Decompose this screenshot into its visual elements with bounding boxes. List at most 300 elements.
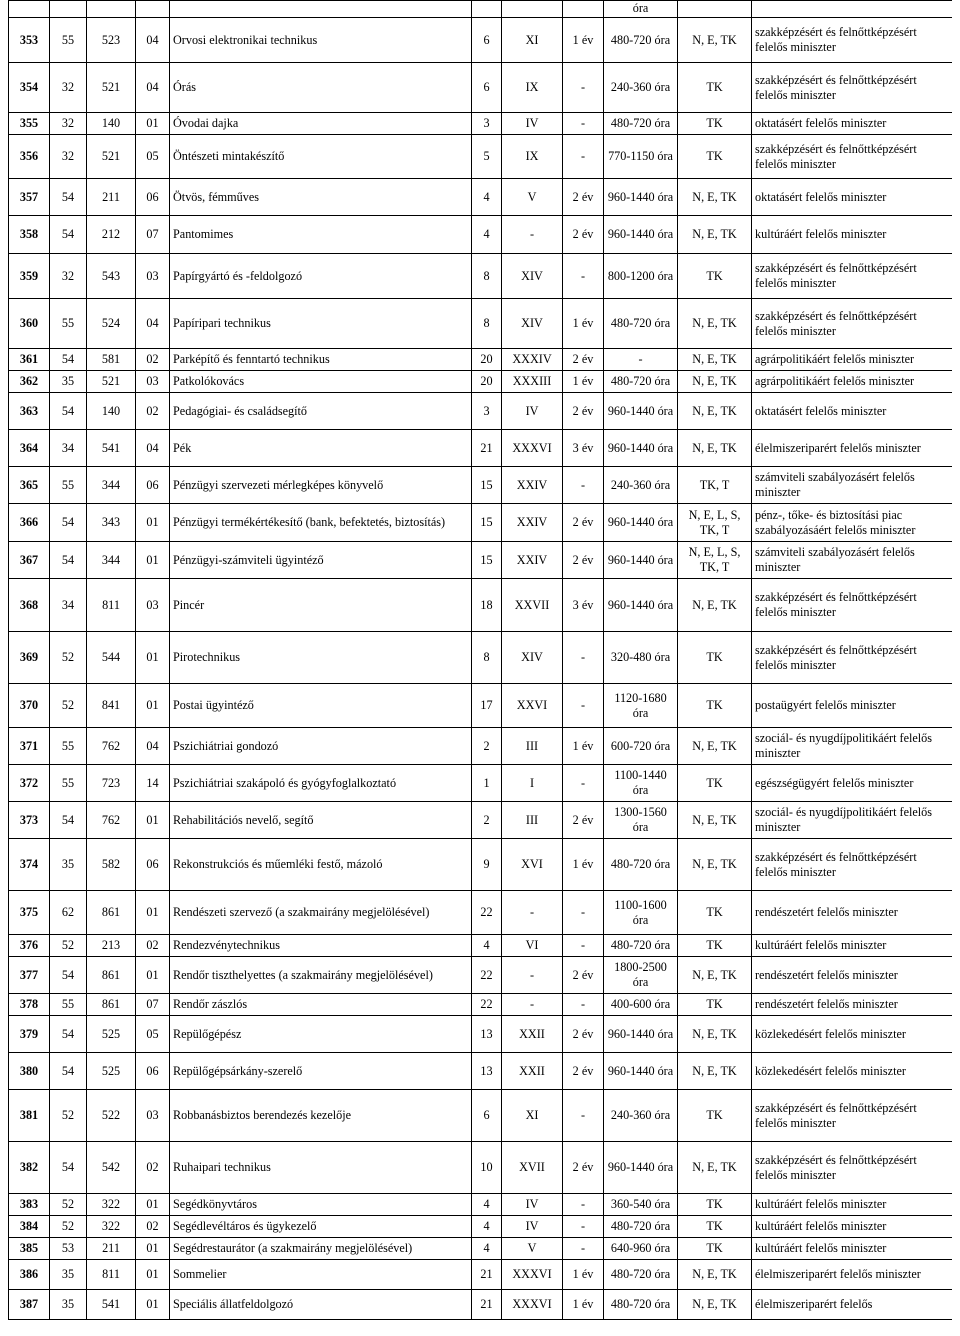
qualification-name-cell: Óvodai dajka [170, 113, 472, 135]
group-number-cell: XIV [502, 299, 563, 349]
responsible-minister-cell: agrárpolitikáért felelős miniszter [752, 349, 953, 371]
duration-cell: 2 év [563, 216, 604, 254]
table-row [9, 349, 953, 371]
code-part-1-cell: 54 [50, 957, 87, 994]
qualification-name-cell: Pénzügyi szervezeti mérlegképes könyvelő [170, 467, 472, 504]
group-number-cell: XXXVI [502, 430, 563, 467]
hours-range-cell: 480-720 óra [604, 299, 678, 349]
training-type-cell: N, E, TK [678, 1016, 752, 1053]
hours-range-cell: 960-1440 óra [604, 1016, 678, 1053]
code-part-2-cell: 343 [87, 504, 136, 542]
training-type-cell: TK [678, 994, 752, 1016]
responsible-minister-cell: élelmiszeriparért felelős miniszter [752, 1260, 953, 1290]
table-row [9, 891, 953, 935]
level-number-cell: 22 [472, 957, 502, 994]
table-row [9, 430, 953, 467]
code-part-2-cell: 522 [87, 1090, 136, 1142]
code-part-3-cell: 04 [136, 430, 170, 467]
row-number-cell: 378 [9, 994, 50, 1016]
code-part-3-cell: 02 [136, 393, 170, 430]
code-part-2-cell: 581 [87, 349, 136, 371]
responsible-minister-cell: rendészetért felelős miniszter [752, 994, 953, 1016]
qualification-name-cell: Pincér [170, 579, 472, 632]
hours-range-cell: 1100-1440 óra [604, 765, 678, 802]
qualification-name-cell: Rendezvénytechnikus [170, 935, 472, 957]
row-number-cell: 353 [9, 18, 50, 63]
code-part-1-cell: 52 [50, 1216, 87, 1238]
code-part-3-cell: 01 [136, 632, 170, 684]
duration-cell: - [563, 994, 604, 1016]
table-row [9, 299, 953, 349]
group-number-cell: XI [502, 18, 563, 63]
level-number-cell: 20 [472, 371, 502, 393]
training-type-cell: TK [678, 254, 752, 299]
row-number-cell: 371 [9, 728, 50, 765]
qualification-name-cell: Órás [170, 63, 472, 113]
code-part-2-cell: 525 [87, 1053, 136, 1090]
group-number-cell: XXVII [502, 579, 563, 632]
code-part-3-cell: 03 [136, 254, 170, 299]
qualification-name-cell: Repülőgépész [170, 1016, 472, 1053]
duration-cell: 2 év [563, 1053, 604, 1090]
level-number-cell: 3 [472, 393, 502, 430]
group-number-cell: I [502, 765, 563, 802]
qualification-name-cell: Parképítő és fenntartó technikus [170, 349, 472, 371]
group-number-cell: XVII [502, 1142, 563, 1194]
row-number-cell: 366 [9, 504, 50, 542]
code-part-3-cell: 07 [136, 994, 170, 1016]
training-type-cell: N, E, TK [678, 349, 752, 371]
code-part-1-cell: 55 [50, 18, 87, 63]
code-part-1-cell: 54 [50, 179, 87, 216]
responsible-minister-cell: kultúráért felelős miniszter [752, 1238, 953, 1260]
table-row [9, 765, 953, 802]
code-part-1-cell: 32 [50, 63, 87, 113]
training-type-cell: N, E, TK [678, 216, 752, 254]
row-number-cell: 364 [9, 430, 50, 467]
responsible-minister-cell: agrárpolitikáért felelős miniszter [752, 371, 953, 393]
code-part-2-cell: 762 [87, 728, 136, 765]
responsible-minister-cell: egészségügyért felelős miniszter [752, 765, 953, 802]
training-type-cell: TK [678, 1194, 752, 1216]
level-number-cell: 4 [472, 216, 502, 254]
duration-cell: - [563, 63, 604, 113]
hours-cell: óra [604, 1, 678, 18]
qualification-name-cell: Papírgyártó és -feldolgozó [170, 254, 472, 299]
code-part-1-cell: 32 [50, 254, 87, 299]
level-number-cell: 15 [472, 504, 502, 542]
training-type-cell: TK [678, 891, 752, 935]
duration-cell: 2 év [563, 393, 604, 430]
training-type-cell: N, E, TK [678, 728, 752, 765]
table-row [9, 504, 953, 542]
hours-range-cell: 1120-1680 óra [604, 684, 678, 728]
hours-range-cell: 600-720 óra [604, 728, 678, 765]
duration-cell: - [563, 1090, 604, 1142]
qualification-name-cell: Papíripari technikus [170, 299, 472, 349]
level-number-cell: 8 [472, 632, 502, 684]
level-number-cell: 20 [472, 349, 502, 371]
training-type-cell: N, E, TK [678, 579, 752, 632]
code-part-2-cell: 521 [87, 63, 136, 113]
code-part-3-cell: 01 [136, 891, 170, 935]
hours-range-cell: 1300-1560 óra [604, 802, 678, 839]
code-part-2-cell: 521 [87, 135, 136, 179]
table-row [9, 371, 953, 393]
code-part-2-cell: 762 [87, 802, 136, 839]
code-part-1-cell: 52 [50, 1090, 87, 1142]
row-number-cell: 367 [9, 542, 50, 579]
row-number-cell: 354 [9, 63, 50, 113]
level-number-cell: 17 [472, 684, 502, 728]
hours-range-cell: 480-720 óra [604, 935, 678, 957]
hours-range-cell: 480-720 óra [604, 371, 678, 393]
level-number-cell: 5 [472, 135, 502, 179]
responsible-minister-cell: oktatásért felelős miniszter [752, 179, 953, 216]
hours-range-cell: 480-720 óra [604, 1290, 678, 1320]
level-number-cell: 22 [472, 891, 502, 935]
level-number-cell: 9 [472, 839, 502, 891]
level-number-cell: 3 [472, 113, 502, 135]
table-row [9, 579, 953, 632]
row-number-cell: 365 [9, 467, 50, 504]
level-number-cell: 4 [472, 1216, 502, 1238]
qualification-name-cell: Robbanásbiztos berendezés kezelője [170, 1090, 472, 1142]
row-number-cell: 387 [9, 1290, 50, 1320]
qualification-name-cell: Rehabilitációs nevelő, segítő [170, 802, 472, 839]
row-number-cell: 383 [9, 1194, 50, 1216]
code-part-2-cell: 541 [87, 1290, 136, 1320]
duration-cell: - [563, 1194, 604, 1216]
code-part-3-cell: 06 [136, 179, 170, 216]
code-part-3-cell: 06 [136, 467, 170, 504]
group-number-cell: IV [502, 1194, 563, 1216]
qualification-name-cell: Postai ügyintéző [170, 684, 472, 728]
table-row [9, 1, 953, 18]
responsible-minister-cell: szakképzésért és felnőttképzésért felelős miniszter [752, 1142, 953, 1194]
duration-cell: - [563, 935, 604, 957]
code-part-3-cell: 03 [136, 1090, 170, 1142]
row-number-cell: 381 [9, 1090, 50, 1142]
code-part-2-cell: 544 [87, 632, 136, 684]
level-number-cell: 2 [472, 728, 502, 765]
training-type-cell: N, E, TK [678, 1053, 752, 1090]
row-number-cell: 376 [9, 935, 50, 957]
qualification-name-cell: Pénzügyi termékértékesítő (bank, befektetés, biztosítás) [170, 504, 472, 542]
code-part-1-cell: 54 [50, 349, 87, 371]
code-part-3-cell: 02 [136, 349, 170, 371]
qualification-name-cell: Pék [170, 430, 472, 467]
responsible-minister-cell: rendészetért felelős miniszter [752, 957, 953, 994]
code-part-1-cell: 52 [50, 1194, 87, 1216]
group-number-cell: XXVI [502, 684, 563, 728]
qualification-name-cell: Pszichiátriai gondozó [170, 728, 472, 765]
responsible-minister-cell: kultúráért felelős miniszter [752, 935, 953, 957]
group-number-cell: - [502, 957, 563, 994]
row-number-cell: 368 [9, 579, 50, 632]
table-row [9, 1194, 953, 1216]
code-part-3-cell: 01 [136, 1290, 170, 1320]
qualification-name-cell: Pantomimes [170, 216, 472, 254]
code-part-2-cell: 344 [87, 542, 136, 579]
hours-range-cell: 960-1440 óra [604, 504, 678, 542]
document-page [8, 0, 952, 1336]
code-part-1-cell: 55 [50, 994, 87, 1016]
training-type-cell: N, E, L, S, TK, T [678, 504, 752, 542]
training-type-cell: TK [678, 1216, 752, 1238]
code-part-1-cell: 54 [50, 542, 87, 579]
qualification-name-cell: Pszichiátriai szakápoló és gyógyfoglalkoztató [170, 765, 472, 802]
code-part-3-cell: 01 [136, 113, 170, 135]
duration-cell: 2 év [563, 179, 604, 216]
group-number-cell: XIV [502, 254, 563, 299]
table-row [9, 1290, 953, 1320]
hours-range-cell: 400-600 óra [604, 994, 678, 1016]
responsible-minister-cell: közlekedésért felelős miniszter [752, 1053, 953, 1090]
responsible-minister-cell: kultúráért felelős miniszter [752, 216, 953, 254]
code-part-2-cell: 213 [87, 935, 136, 957]
responsible-minister-cell: szakképzésért és felnőttképzésért felelős miniszter [752, 135, 953, 179]
code-part-3-cell: 04 [136, 299, 170, 349]
row-number-cell: 385 [9, 1238, 50, 1260]
row-number-cell: 363 [9, 393, 50, 430]
code-part-3-cell: 06 [136, 839, 170, 891]
training-type-cell: N, E, TK [678, 1260, 752, 1290]
table-row [9, 1238, 953, 1260]
row-number-cell: 356 [9, 135, 50, 179]
duration-cell: 1 év [563, 18, 604, 63]
training-type-cell: N, E, TK [678, 179, 752, 216]
hours-range-cell: 480-720 óra [604, 113, 678, 135]
code-part-3-cell: 04 [136, 63, 170, 113]
responsible-minister-cell: postaügyért felelős miniszter [752, 684, 953, 728]
code-part-2-cell: 211 [87, 1238, 136, 1260]
training-type-cell: N, E, TK [678, 430, 752, 467]
code-part-1-cell: 55 [50, 467, 87, 504]
row-number-cell: 357 [9, 179, 50, 216]
qualification-name-cell: Segédrestaurátor (a szakmairány megjelölésével) [170, 1238, 472, 1260]
table-row [9, 18, 953, 63]
group-number-cell: XXII [502, 1053, 563, 1090]
group-number-cell: III [502, 728, 563, 765]
group-number-cell: XVI [502, 839, 563, 891]
training-type-cell: N, E, TK [678, 802, 752, 839]
level-number-cell: 21 [472, 1260, 502, 1290]
table-row [9, 994, 953, 1016]
code-part-2-cell: 541 [87, 430, 136, 467]
duration-cell: - [563, 1216, 604, 1238]
responsible-minister-cell: szociál- és nyugdíjpolitikáért felelős miniszter [752, 802, 953, 839]
group-number-cell: IX [502, 63, 563, 113]
responsible-minister-cell: élelmiszeriparért felelős miniszter [752, 430, 953, 467]
qualification-name-cell: Ruhaipari technikus [170, 1142, 472, 1194]
training-type-cell: N, E, TK [678, 1142, 752, 1194]
table-row [9, 728, 953, 765]
code-part-1-cell: 54 [50, 504, 87, 542]
responsible-minister-cell: oktatásért felelős miniszter [752, 393, 953, 430]
code-part-1-cell: 34 [50, 579, 87, 632]
code-part-1-cell: 35 [50, 1290, 87, 1320]
code-part-2-cell: 523 [87, 18, 136, 63]
code-part-2-cell: 521 [87, 371, 136, 393]
row-number-cell: 382 [9, 1142, 50, 1194]
row-number-cell: 369 [9, 632, 50, 684]
qualification-name-cell: Rendőr zászlós [170, 994, 472, 1016]
responsible-minister-cell: szakképzésért és felnőttképzésért felelős miniszter [752, 254, 953, 299]
row-number-cell: 359 [9, 254, 50, 299]
code-part-3-cell: 06 [136, 1053, 170, 1090]
hours-range-cell: 960-1440 óra [604, 216, 678, 254]
duration-cell: 1 év [563, 1260, 604, 1290]
duration-cell: 1 év [563, 371, 604, 393]
group-number-cell: XXXVI [502, 1290, 563, 1320]
duration-cell: 1 év [563, 299, 604, 349]
group-number-cell: XI [502, 1090, 563, 1142]
responsible-minister-cell: számviteli szabályozásért felelős miniszter [752, 542, 953, 579]
code-part-1-cell: 35 [50, 839, 87, 891]
group-number-cell: V [502, 1238, 563, 1260]
hours-range-cell: 1800-2500 óra [604, 957, 678, 994]
qualification-name-cell: Ötvös, fémműves [170, 179, 472, 216]
code-part-2-cell: 582 [87, 839, 136, 891]
code-part-3-cell: 01 [136, 684, 170, 728]
duration-cell: - [563, 113, 604, 135]
hours-range-cell: 240-360 óra [604, 467, 678, 504]
responsible-minister-cell: szakképzésért és felnőttképzésért felelős miniszter [752, 839, 953, 891]
duration-cell: 1 év [563, 839, 604, 891]
qualification-name-cell: Speciális állatfeldolgozó [170, 1290, 472, 1320]
training-type-cell: TK [678, 632, 752, 684]
group-number-cell: IV [502, 393, 563, 430]
hours-range-cell: 1100-1600 óra [604, 891, 678, 935]
hours-range-cell: 800-1200 óra [604, 254, 678, 299]
qualification-name-cell: Segédlevéltáros és ügykezelő [170, 1216, 472, 1238]
code-part-2-cell: 322 [87, 1216, 136, 1238]
table-row [9, 179, 953, 216]
responsible-minister-cell: kultúráért felelős miniszter [752, 1216, 953, 1238]
duration-cell: 2 év [563, 1142, 604, 1194]
table-row [9, 1053, 953, 1090]
code-part-2-cell: 542 [87, 1142, 136, 1194]
table-row [9, 957, 953, 994]
code-part-2-cell: 344 [87, 467, 136, 504]
hours-range-cell: 960-1440 óra [604, 1142, 678, 1194]
duration-cell: 2 év [563, 1016, 604, 1053]
hours-range-cell: 960-1440 óra [604, 579, 678, 632]
code-part-2-cell: 524 [87, 299, 136, 349]
code-part-3-cell: 05 [136, 1016, 170, 1053]
duration-cell: 3 év [563, 430, 604, 467]
level-number-cell: 8 [472, 254, 502, 299]
code-part-2-cell: 811 [87, 1260, 136, 1290]
duration-cell: 2 év [563, 957, 604, 994]
duration-cell: 3 év [563, 579, 604, 632]
qualification-name-cell: Pirotechnikus [170, 632, 472, 684]
hours-range-cell: 480-720 óra [604, 1216, 678, 1238]
responsible-minister-cell: szakképzésért és felnőttképzésért felelős miniszter [752, 579, 953, 632]
hours-range-cell: 320-480 óra [604, 632, 678, 684]
qualification-name-cell: Patkolókovács [170, 371, 472, 393]
level-number-cell: 6 [472, 1090, 502, 1142]
duration-cell: - [563, 632, 604, 684]
group-number-cell: IV [502, 1216, 563, 1238]
code-part-3-cell: 04 [136, 18, 170, 63]
responsible-minister-cell: szakképzésért és felnőttképzésért felelős miniszter [752, 632, 953, 684]
training-type-cell: N, E, TK [678, 18, 752, 63]
table-row [9, 839, 953, 891]
code-part-2-cell: 861 [87, 891, 136, 935]
code-part-3-cell: 02 [136, 1142, 170, 1194]
code-part-3-cell: 03 [136, 579, 170, 632]
hours-range-cell: 960-1440 óra [604, 1053, 678, 1090]
code-part-1-cell: 52 [50, 684, 87, 728]
level-number-cell: 15 [472, 467, 502, 504]
hours-range-cell: - [604, 349, 678, 371]
responsible-minister-cell: számviteli szabályozásért felelős miniszter [752, 467, 953, 504]
hours-range-cell: 960-1440 óra [604, 542, 678, 579]
level-number-cell: 4 [472, 1238, 502, 1260]
group-number-cell: III [502, 802, 563, 839]
hours-range-cell: 360-540 óra [604, 1194, 678, 1216]
level-number-cell: 6 [472, 18, 502, 63]
code-part-1-cell: 32 [50, 113, 87, 135]
responsible-minister-cell: közlekedésért felelős miniszter [752, 1016, 953, 1053]
table-row [9, 135, 953, 179]
responsible-minister-cell: szakképzésért és felnőttképzésért felelős miniszter [752, 1090, 953, 1142]
table-row [9, 935, 953, 957]
duration-cell: - [563, 1238, 604, 1260]
training-type-cell: TK [678, 113, 752, 135]
code-part-2-cell: 543 [87, 254, 136, 299]
code-part-2-cell: 811 [87, 579, 136, 632]
training-type-cell: N, E, TK [678, 393, 752, 430]
code-part-2-cell: 322 [87, 1194, 136, 1216]
responsible-minister-cell: pénz-, tőke- és biztosítási piac szabályozásáért felelős miniszter [752, 504, 953, 542]
code-part-2-cell: 861 [87, 994, 136, 1016]
duration-cell: 2 év [563, 349, 604, 371]
duration-cell: 1 év [563, 1290, 604, 1320]
qualification-name-cell: Pénzügyi-számviteli ügyintéző [170, 542, 472, 579]
code-part-1-cell: 54 [50, 216, 87, 254]
table-row [9, 802, 953, 839]
code-part-3-cell: 01 [136, 802, 170, 839]
code-part-1-cell: 54 [50, 1016, 87, 1053]
code-part-2-cell: 212 [87, 216, 136, 254]
hours-range-cell: 960-1440 óra [604, 179, 678, 216]
row-number-cell: 384 [9, 1216, 50, 1238]
qualification-name-cell: Repülőgépsárkány-szerelő [170, 1053, 472, 1090]
responsible-minister-cell: szakképzésért és felnőttképzésért felelős miniszter [752, 299, 953, 349]
hours-range-cell: 240-360 óra [604, 63, 678, 113]
table-row [9, 254, 953, 299]
level-number-cell: 4 [472, 1194, 502, 1216]
hours-range-cell: 480-720 óra [604, 839, 678, 891]
duration-cell: - [563, 254, 604, 299]
group-number-cell: XXIV [502, 504, 563, 542]
training-type-cell: TK [678, 1090, 752, 1142]
hours-range-cell: 480-720 óra [604, 18, 678, 63]
hours-range-cell: 240-360 óra [604, 1090, 678, 1142]
group-number-cell: V [502, 179, 563, 216]
training-type-cell: TK [678, 684, 752, 728]
duration-cell: - [563, 684, 604, 728]
code-part-1-cell: 54 [50, 802, 87, 839]
duration-cell: - [563, 891, 604, 935]
group-number-cell: IV [502, 113, 563, 135]
level-number-cell: 13 [472, 1053, 502, 1090]
level-number-cell: 8 [472, 299, 502, 349]
table-row [9, 1260, 953, 1290]
